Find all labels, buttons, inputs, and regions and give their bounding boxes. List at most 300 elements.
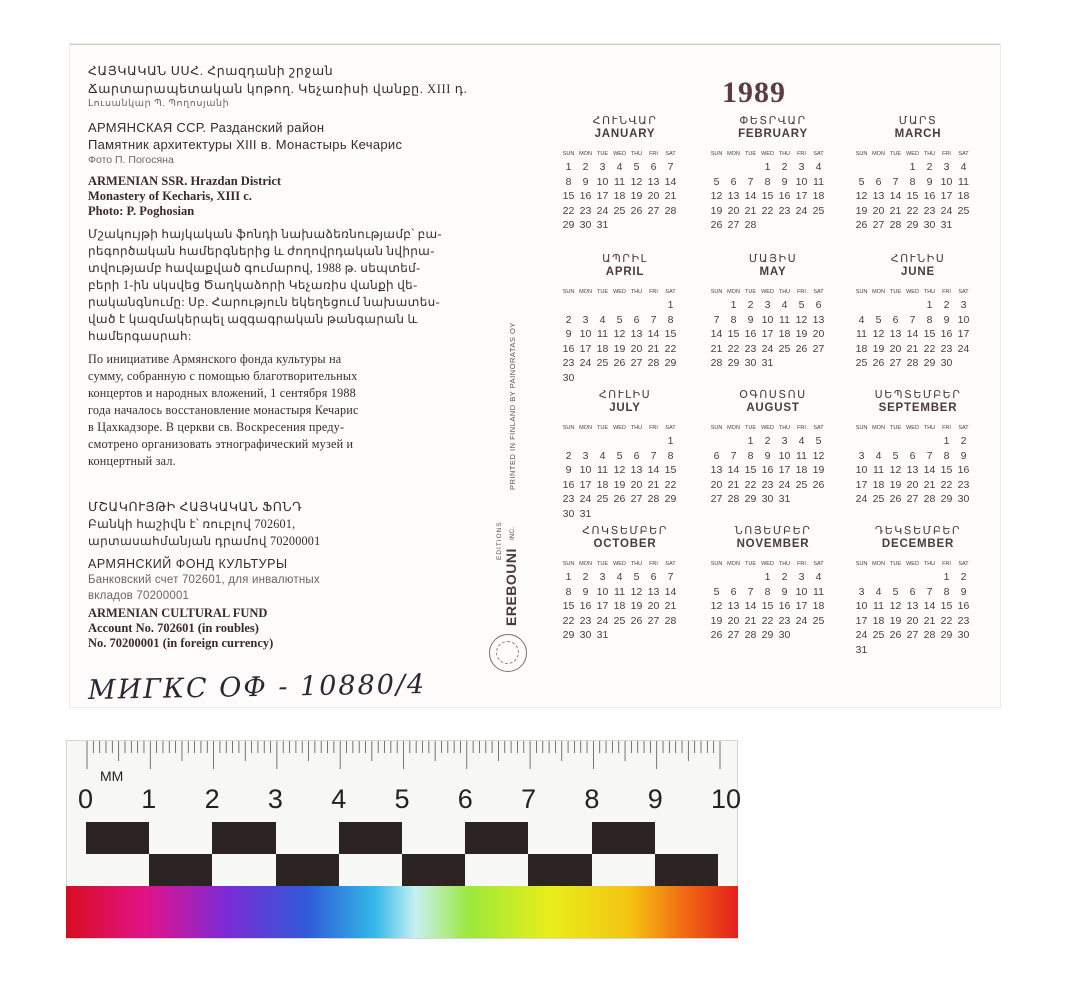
day-cell: 25 <box>613 614 626 627</box>
day-cell: 19 <box>630 190 643 203</box>
paragraph-line: տվությամբ հավաքված գումարով, 1988 թ. սեպտեմ- <box>88 261 421 275</box>
weekday-label: WED <box>613 151 626 157</box>
day-cell: 13 <box>872 190 885 203</box>
day-cell: 1 <box>747 435 754 447</box>
weekday-label: MON <box>579 289 592 295</box>
day-cell: 6 <box>875 175 882 188</box>
day-cell: 29 <box>664 493 677 506</box>
day-cell: 2 <box>960 571 967 583</box>
day-cell: 17 <box>795 190 808 203</box>
day-blank <box>725 160 742 175</box>
weekday-label: SUN <box>855 561 868 567</box>
checker-square <box>655 822 718 854</box>
day-cell: 1 <box>943 571 950 583</box>
weekday-label: TUE <box>597 151 608 157</box>
weekday-label: FRI <box>649 289 658 295</box>
weekday-label: SUN <box>710 425 723 431</box>
day-cell: 14 <box>647 464 660 477</box>
day-cell: 2 <box>926 161 933 173</box>
day-cell: 30 <box>923 219 936 232</box>
day-cell: 13 <box>647 175 660 188</box>
day-cell: 16 <box>562 478 575 491</box>
day-cell: 10 <box>957 313 970 326</box>
day-cell: 3 <box>582 313 589 326</box>
day-cell: 23 <box>579 204 592 217</box>
day-cell: 14 <box>647 328 660 341</box>
day-cell: 24 <box>596 614 609 627</box>
day-blank <box>921 434 938 449</box>
english-title <box>88 174 458 219</box>
day-cell: 5 <box>713 585 720 598</box>
day-cell: 30 <box>957 629 970 642</box>
day-cell: 11 <box>873 600 884 613</box>
weekday-label: WED <box>906 561 919 567</box>
weekday-header <box>708 561 838 567</box>
month-name-english: JULY <box>609 402 641 414</box>
day-cell: 5 <box>892 449 899 462</box>
day-cell: 17 <box>795 600 808 613</box>
month-september <box>853 389 983 507</box>
month-name-armenian: ՀՈՒԼԻՍ <box>598 389 652 401</box>
day-cell: 14 <box>744 190 757 203</box>
day-cell: 17 <box>778 464 791 477</box>
calendar-year: 1989 <box>722 76 786 109</box>
weekday-header <box>560 561 690 567</box>
day-cell: 9 <box>960 449 967 462</box>
day-cell: 10 <box>596 175 609 188</box>
day-cell: 27 <box>710 493 723 506</box>
day-cell: 11 <box>597 328 608 341</box>
day-cell: 27 <box>630 493 643 506</box>
day-grid <box>853 298 983 371</box>
month-february <box>708 115 838 233</box>
day-cell: 21 <box>664 600 677 613</box>
month-name-armenian: ՕԳՈՍՏՈՍ <box>739 389 807 401</box>
day-cell: 7 <box>730 449 737 462</box>
english-title-line: Monastery of Kecharis, XIII c. <box>88 189 252 203</box>
day-cell: 3 <box>599 571 606 583</box>
paragraph-line: смотрено организовать этнографический музей и <box>88 437 354 451</box>
day-cell: 21 <box>710 342 723 355</box>
weekday-label: SAT <box>958 289 969 295</box>
day-blank <box>708 160 725 175</box>
checker-square <box>402 854 465 886</box>
day-cell: 19 <box>710 614 723 627</box>
day-cell: 24 <box>795 614 808 627</box>
day-cell: 8 <box>764 175 771 188</box>
day-cell: 12 <box>613 328 626 341</box>
weekday-label: SUN <box>710 289 723 295</box>
weekday-label: MON <box>727 425 740 431</box>
checker-square <box>655 854 718 886</box>
day-cell: 26 <box>630 204 643 217</box>
day-cell: 26 <box>889 629 902 642</box>
ruler-checkerboard <box>86 822 718 886</box>
day-cell: 24 <box>957 342 970 355</box>
weekday-label: TUE <box>890 151 901 157</box>
day-cell: 21 <box>647 342 660 355</box>
day-blank <box>853 160 870 175</box>
day-cell: 12 <box>630 175 643 188</box>
day-cell: 25 <box>596 493 609 506</box>
day-grid <box>560 160 690 233</box>
day-cell: 1 <box>943 435 950 447</box>
month-name-armenian: ՀՈԿՏԵՄԲԵՐ <box>582 525 668 537</box>
day-cell: 11 <box>597 464 608 477</box>
day-cell: 1 <box>764 571 771 583</box>
checker-square <box>592 822 655 854</box>
day-cell: 28 <box>647 357 660 370</box>
weekday-header <box>853 561 983 567</box>
day-cell: 17 <box>596 600 609 613</box>
checker-square <box>465 854 528 886</box>
day-cell: 18 <box>596 478 609 491</box>
day-cell: 22 <box>664 478 677 491</box>
weekday-label: TUE <box>597 561 608 567</box>
day-cell: 13 <box>630 464 643 477</box>
day-cell: 19 <box>630 600 643 613</box>
day-cell: 28 <box>923 493 936 506</box>
month-name-english: JUNE <box>901 266 935 278</box>
day-cell: 11 <box>779 313 790 326</box>
handwritten-inventory-number: МИГКС ОФ - 10880/4 <box>87 669 427 706</box>
day-grid <box>560 298 690 386</box>
day-cell: 27 <box>812 342 825 355</box>
weekday-label: MON <box>872 425 885 431</box>
day-cell: 24 <box>855 629 868 642</box>
day-cell: 18 <box>613 190 626 203</box>
weekday-label: FRI <box>797 561 806 567</box>
day-cell: 10 <box>795 175 808 188</box>
day-cell: 12 <box>889 464 902 477</box>
day-blank <box>904 570 921 585</box>
russian-fund <box>88 556 458 604</box>
day-cell: 22 <box>761 204 774 217</box>
month-january <box>560 115 690 233</box>
day-cell: 16 <box>579 190 592 203</box>
day-cell: 26 <box>710 629 723 642</box>
day-cell: 3 <box>960 299 967 311</box>
armenian-paragraph <box>88 226 458 345</box>
day-cell: 19 <box>872 342 885 355</box>
checker-square <box>402 822 465 854</box>
month-name-armenian: ԱՊՐԻԼ <box>602 253 648 265</box>
weekday-label: WED <box>761 151 774 157</box>
day-cell: 7 <box>650 313 657 326</box>
day-cell: 21 <box>923 614 936 627</box>
day-cell: 26 <box>812 478 825 491</box>
day-cell: 27 <box>906 493 919 506</box>
weekday-label: MON <box>872 561 885 567</box>
weekday-label: SAT <box>958 561 969 567</box>
day-blank <box>725 570 742 585</box>
day-cell: 22 <box>562 204 575 217</box>
day-blank <box>870 434 887 449</box>
ruler-ticks <box>67 741 737 771</box>
day-cell: 12 <box>795 313 808 326</box>
day-blank <box>645 434 662 449</box>
day-cell: 3 <box>858 585 865 598</box>
day-cell: 27 <box>647 614 660 627</box>
month-december <box>853 525 983 658</box>
day-cell: 4 <box>781 299 788 311</box>
checker-square <box>86 822 149 854</box>
day-cell: 14 <box>744 600 757 613</box>
day-cell: 10 <box>778 449 791 462</box>
day-cell: 3 <box>582 449 589 462</box>
russian-title-line: Памятник архитектуры XIII в. Монастырь Кечарис <box>88 137 403 152</box>
day-cell: 14 <box>727 464 740 477</box>
armenian-fund <box>88 498 458 550</box>
day-cell: 16 <box>579 600 592 613</box>
month-name-english: FEBRUARY <box>738 128 808 140</box>
day-cell: 18 <box>812 600 825 613</box>
weekday-label: THU <box>778 561 791 567</box>
day-blank <box>853 434 870 449</box>
armenian-title-line: Ճարտարապետական կոթող. Կեչառիսի վանքը. XIII դ. <box>88 82 468 96</box>
russian-paragraph <box>88 351 458 470</box>
weekday-label: THU <box>923 425 936 431</box>
day-cell: 24 <box>855 493 868 506</box>
weekday-label: TUE <box>597 289 608 295</box>
day-cell: 30 <box>579 219 592 232</box>
day-cell: 5 <box>633 161 640 173</box>
day-cell: 7 <box>667 571 674 583</box>
day-cell: 13 <box>727 600 740 613</box>
day-cell: 16 <box>778 190 791 203</box>
day-cell: 21 <box>923 478 936 491</box>
day-cell: 1 <box>667 435 674 447</box>
paragraph-line: концертов и народных вложений, 1 сентября 1988 <box>88 386 356 400</box>
day-cell: 6 <box>815 299 822 311</box>
ruler-unit: MM <box>100 768 124 784</box>
fund-line: No. 70200001 (in foreign currency) <box>88 636 274 650</box>
checker-square <box>149 822 212 854</box>
day-cell: 31 <box>855 643 868 656</box>
weekday-label: THU <box>778 425 791 431</box>
day-cell: 11 <box>796 449 807 462</box>
day-cell: 9 <box>747 313 754 326</box>
publisher-name: EREBOUNI <box>503 548 519 626</box>
english-photo-credit: Photo: P. Poghosian <box>88 204 195 218</box>
weekday-label: THU <box>923 151 936 157</box>
weekday-label: WED <box>761 289 774 295</box>
month-april <box>560 253 690 386</box>
weekday-label: SUN <box>562 151 575 157</box>
day-cell: 14 <box>664 585 677 598</box>
day-blank <box>870 570 887 585</box>
day-cell: 16 <box>940 328 953 341</box>
day-cell: 2 <box>747 299 754 311</box>
day-cell: 2 <box>582 571 589 583</box>
day-cell: 17 <box>761 328 774 341</box>
day-grid <box>853 570 983 658</box>
fund-line: вкладов 70200001 <box>88 590 190 602</box>
day-grid <box>853 160 983 233</box>
day-cell: 1 <box>909 161 916 173</box>
day-cell: 15 <box>727 328 740 341</box>
checker-square <box>339 854 402 886</box>
day-cell: 28 <box>744 629 757 642</box>
russian-title <box>88 119 458 167</box>
day-cell: 25 <box>855 357 868 370</box>
weekday-label: MON <box>872 151 885 157</box>
day-cell: 4 <box>616 161 623 173</box>
day-cell: 26 <box>889 493 902 506</box>
checker-square <box>592 854 655 886</box>
weekday-label: MON <box>727 289 740 295</box>
day-cell: 19 <box>855 204 868 217</box>
day-blank <box>628 298 645 313</box>
weekday-label: SUN <box>562 561 575 567</box>
day-cell: 30 <box>744 357 757 370</box>
weekday-label: WED <box>761 561 774 567</box>
day-cell: 6 <box>730 175 737 188</box>
day-cell: 30 <box>562 507 575 520</box>
ruler-number: 10 <box>711 784 742 814</box>
month-october <box>560 525 690 643</box>
day-cell: 4 <box>815 161 822 173</box>
day-cell: 19 <box>613 478 626 491</box>
checker-square <box>212 822 275 854</box>
day-cell: 1 <box>565 161 572 173</box>
ruler-number: 8 <box>584 784 600 814</box>
day-cell: 15 <box>664 328 677 341</box>
day-cell: 19 <box>795 328 808 341</box>
day-cell: 2 <box>565 449 572 462</box>
day-cell: 25 <box>812 204 825 217</box>
day-cell: 11 <box>856 328 867 341</box>
day-blank <box>853 298 870 313</box>
day-cell: 22 <box>940 614 953 627</box>
day-blank <box>560 434 577 449</box>
day-cell: 13 <box>906 600 919 613</box>
day-cell: 16 <box>957 464 970 477</box>
weekday-label: TUE <box>890 289 901 295</box>
weekday-label: WED <box>906 289 919 295</box>
day-cell: 8 <box>943 449 950 462</box>
day-cell: 31 <box>579 507 592 520</box>
paragraph-line: րեգործական համերգներից և ժողովրդական նվիրա- <box>88 244 435 258</box>
weekday-header <box>853 425 983 431</box>
paragraph-line: համերգասրահ: <box>88 329 192 343</box>
day-cell: 17 <box>596 190 609 203</box>
day-cell: 5 <box>858 175 865 188</box>
weekday-label: FRI <box>649 561 658 567</box>
day-cell: 22 <box>664 342 677 355</box>
month-name-english: APRIL <box>605 266 645 278</box>
day-cell: 6 <box>730 585 737 598</box>
day-cell: 10 <box>579 328 592 341</box>
day-cell: 7 <box>667 161 674 173</box>
day-cell: 1 <box>926 299 933 311</box>
day-cell: 28 <box>647 493 660 506</box>
checker-square <box>276 854 339 886</box>
day-cell: 20 <box>889 342 902 355</box>
publisher-suffix: INC. <box>509 527 516 540</box>
day-blank <box>887 570 904 585</box>
day-cell: 26 <box>872 357 885 370</box>
weekday-label: THU <box>778 151 791 157</box>
month-july <box>560 389 690 522</box>
month-name-armenian: ՀՈՒՆՎԱՐ <box>592 115 658 127</box>
day-cell: 26 <box>613 357 626 370</box>
printed-in-note: PRINTED IN FINLAND BY PAINORATAS OY <box>508 322 517 490</box>
day-cell: 4 <box>960 161 967 173</box>
day-cell: 24 <box>761 342 774 355</box>
weekday-label: THU <box>923 289 936 295</box>
day-cell: 12 <box>710 600 723 613</box>
day-blank <box>742 160 759 175</box>
weekday-label: WED <box>761 425 774 431</box>
day-cell: 9 <box>781 585 788 598</box>
day-cell: 14 <box>664 175 677 188</box>
day-cell: 25 <box>795 478 808 491</box>
day-cell: 15 <box>761 600 774 613</box>
month-november <box>708 525 838 643</box>
day-cell: 22 <box>940 478 953 491</box>
month-june <box>853 253 983 371</box>
day-cell: 18 <box>957 190 970 203</box>
fund-line: Банковский счет 702601, для инвалютных <box>88 574 320 586</box>
day-cell: 23 <box>579 614 592 627</box>
day-cell: 20 <box>630 478 643 491</box>
month-name-english: OCTOBER <box>593 538 657 550</box>
day-cell: 25 <box>872 493 885 506</box>
fund-line: ARMENIAN CULTURAL FUND <box>88 606 268 620</box>
day-cell: 18 <box>855 342 868 355</box>
day-cell: 29 <box>761 629 774 642</box>
day-blank <box>577 298 594 313</box>
day-cell: 1 <box>730 299 737 311</box>
day-cell: 10 <box>855 464 868 477</box>
day-cell: 17 <box>940 190 953 203</box>
paragraph-line: сумму, собранную с помощью благотворительных <box>88 369 358 383</box>
day-cell: 20 <box>872 204 885 217</box>
weekday-label: WED <box>613 289 626 295</box>
day-cell: 1 <box>565 571 572 583</box>
day-blank <box>611 434 628 449</box>
day-cell: 24 <box>940 204 953 217</box>
month-march <box>853 115 983 233</box>
day-cell: 23 <box>562 357 575 370</box>
day-cell: 21 <box>906 342 919 355</box>
day-cell: 9 <box>582 175 589 188</box>
day-cell: 30 <box>957 493 970 506</box>
weekday-label: THU <box>630 561 643 567</box>
armenian-photo-credit: Լուսանկար Պ. Պողոսյանի <box>88 99 230 109</box>
day-cell: 23 <box>562 493 575 506</box>
day-cell: 27 <box>647 204 660 217</box>
month-name-armenian: ՍԵՊՏԵՄԲԵՐ <box>874 389 962 401</box>
month-name-english: NOVEMBER <box>736 538 810 550</box>
day-blank <box>870 160 887 175</box>
day-cell: 6 <box>650 571 657 583</box>
day-blank <box>645 298 662 313</box>
paragraph-line: концертный зал. <box>88 454 176 468</box>
weekday-label: SAT <box>813 561 824 567</box>
weekday-label: TUE <box>597 425 608 431</box>
weekday-label: MON <box>579 561 592 567</box>
weekday-label: FRI <box>797 151 806 157</box>
weekday-label: SAT <box>665 151 676 157</box>
day-cell: 21 <box>727 478 740 491</box>
day-cell: 5 <box>616 313 623 326</box>
day-cell: 5 <box>815 435 822 447</box>
day-cell: 7 <box>747 175 754 188</box>
day-cell: 14 <box>923 464 936 477</box>
day-blank <box>577 434 594 449</box>
